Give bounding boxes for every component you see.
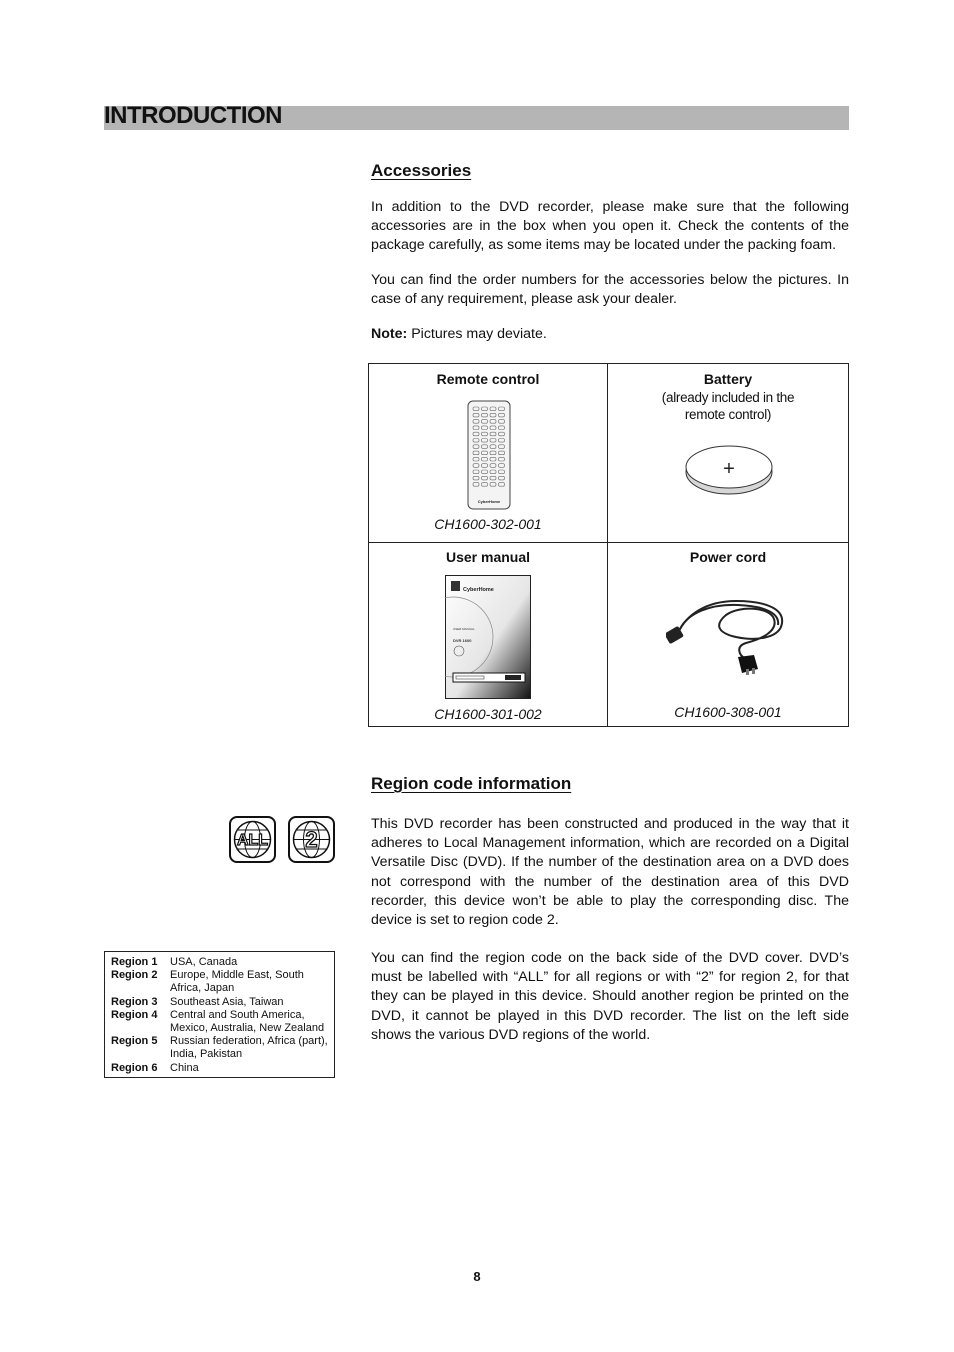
note-label: Note:	[371, 326, 408, 342]
region-row	[111, 969, 334, 995]
region-all-logo	[229, 816, 276, 863]
region-value: USA, Canada	[170, 956, 238, 968]
region-value: Southeast Asia, Taiwan	[170, 995, 284, 1008]
page-number: 8	[473, 1269, 481, 1284]
accessories-heading: Accessories	[371, 161, 472, 180]
region-label: Region 3	[111, 995, 158, 1008]
battery-cell	[608, 364, 848, 542]
power-cord-code: CH1600-308-001	[674, 704, 782, 720]
power-cord-title: Power cord	[689, 549, 767, 565]
user-manual-code: CH1600-301-002	[434, 706, 542, 722]
battery-plus-symbol: +	[723, 458, 735, 480]
region-label: Region 6	[111, 1061, 158, 1074]
region-label: Region 1	[111, 956, 158, 968]
region-all-logo-text: ALL	[236, 832, 269, 849]
region-value: Central and South America, Mexico, Australia, New Zealand	[170, 1008, 325, 1035]
region-value: Russian federation, Africa (part), India, Pakistan	[170, 1035, 328, 1061]
remote-control-cell	[369, 364, 607, 542]
page-title: INTRODUCTION	[104, 102, 282, 129]
user-manual-cell	[369, 543, 607, 726]
accessories-paragraph-1: In addition to the DVD recorder, please make sure that the following accessories are in the box when you open it. Check the contents of the package carefully, as some items may be located under the packing foam.	[371, 199, 849, 254]
region-value: China	[170, 1061, 199, 1074]
region-list	[104, 951, 335, 1078]
user-manual-icon	[445, 575, 531, 699]
region-paragraph-1: This DVD recorder has been constructed and produced in the way that it adheres to Local Management information, which are recorded on a Digital Versatile Disc (DVD). If the number of the destination area on a DVD does not correspond with the number of the destination area of this DVD recorder, this device won’t be able to play the corresponding disc. The device is set to region code 2.	[371, 816, 849, 929]
manual-brand-label: CyberHome	[463, 587, 494, 593]
accessories-table	[368, 363, 849, 727]
power-cord-cell	[608, 543, 848, 726]
region-row	[111, 996, 334, 1009]
region-row	[111, 1009, 334, 1035]
region-row	[111, 1062, 334, 1075]
accessories-note	[371, 325, 849, 344]
remote-control-icon	[467, 400, 511, 510]
accessories-paragraph-2: You can find the order numbers for the accessories below the pictures. In case of any requirement, please ask your dealer.	[371, 272, 849, 308]
region-label: Region 5	[111, 1035, 158, 1048]
remote-control-title: Remote control	[436, 371, 540, 387]
manual-model-label: DVR 1600	[453, 638, 472, 643]
battery-subtitle-2: remote control)	[684, 407, 772, 422]
remote-control-code: CH1600-302-001	[434, 516, 542, 532]
region-label: Region 2	[111, 969, 158, 982]
region-row	[111, 1035, 334, 1061]
region-label: Region 4	[111, 1008, 158, 1021]
region-2-logo-text: 2	[305, 827, 318, 852]
region-heading: Region code information	[371, 774, 572, 793]
battery-title: Battery	[703, 371, 753, 387]
region-row	[111, 956, 334, 969]
region-value: Europe, Middle East, South Africa, Japan	[170, 969, 304, 995]
user-manual-title: User manual	[445, 549, 531, 565]
note-text: Pictures may deviate.	[407, 326, 547, 342]
battery-icon	[684, 444, 774, 496]
region-paragraph-2: You can find the region code on the back side of the DVD cover. DVD’s must be labelled with “ALL” for all regions or with “2” for region 2, for that they can be played in this device. Should another region be printed on the DVD, it cannot be played in this DVD recorder. The list on the left side shows the various DVD regions of the world.	[371, 950, 849, 1043]
battery-subtitle-1: (already included in the	[661, 390, 795, 405]
manual-cover-label: USER MANUAL	[453, 627, 475, 631]
remote-brand-label: CyberHome	[477, 499, 501, 504]
power-cord-icon	[666, 595, 790, 677]
region-2-logo	[288, 816, 335, 863]
